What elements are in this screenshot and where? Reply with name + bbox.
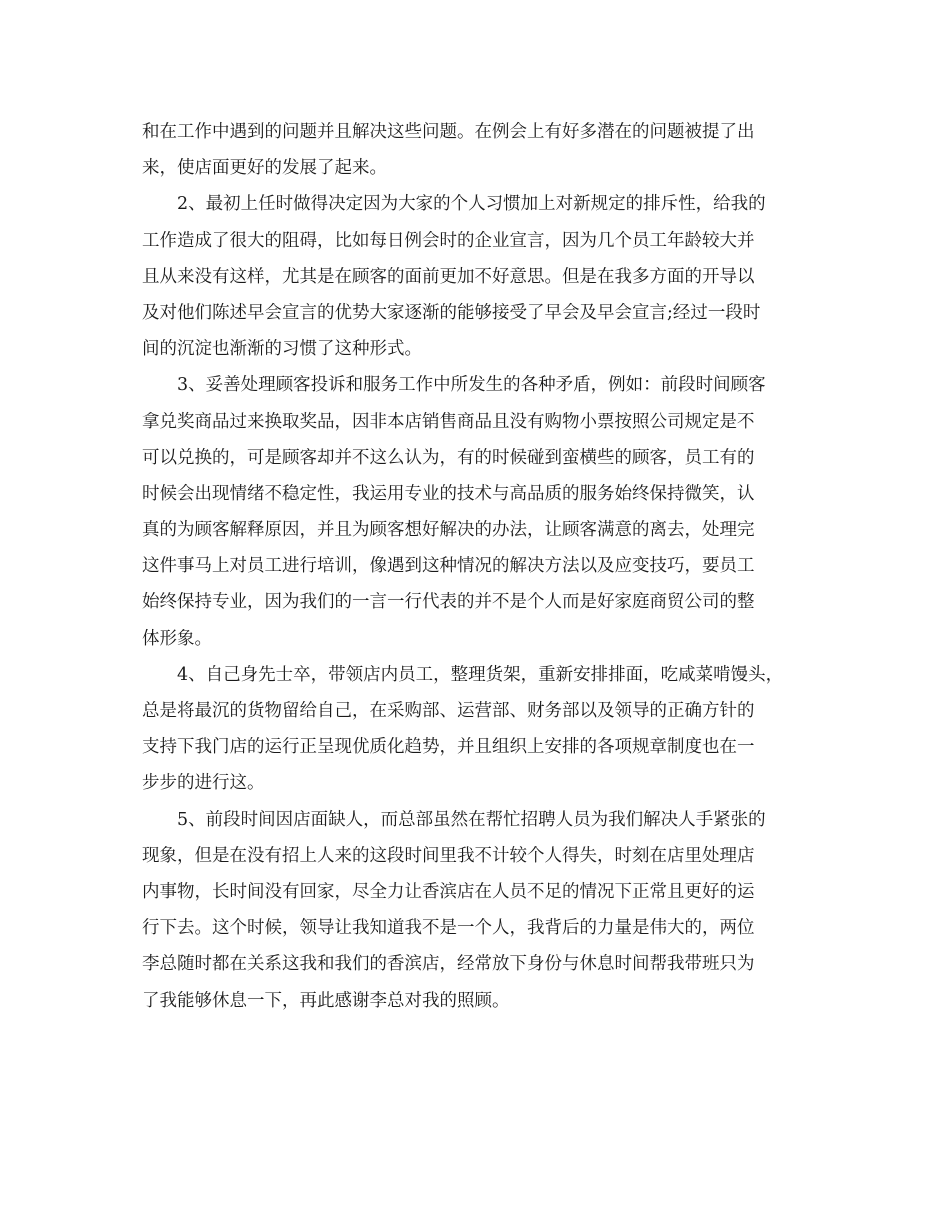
text-line: 来，使店面更好的发展了起来。 xyxy=(142,158,387,179)
text-line: 现象，但是在没有招上人来的这段时间里我不计较个人得失，时刻在店里处理店 xyxy=(142,845,755,866)
text-line: 和在工作中遇到的问题并且解决这些问题。在例会上有好多潜在的问题被提了出 xyxy=(142,122,755,142)
text-line: 工作造成了很大的阻碍，比如每日例会时的企业宣言，因为几个员工年龄较大并 xyxy=(142,230,755,251)
text-line: 了我能够休息一下，再此感谢李总对我的照顾。 xyxy=(142,990,510,1011)
text-line: 且从来没有这样，尤其是在顾客的面前更加不好意思。但是在我多方面的开导以 xyxy=(142,266,755,287)
document-body xyxy=(142,114,814,1019)
paragraph-start-line: 2、最初上任时做得决定因为大家的个人习惯加上对新规定的排斥性，给我的 xyxy=(177,194,766,215)
text-line: 总是将最沉的货物留给自己，在采购部、运营部、财务部以及领导的正确方针的 xyxy=(142,701,755,721)
text-line: 支持下我门店的运行正呈现优质化趋势，并且组织上安排的各项规章制度也在一 xyxy=(142,737,755,758)
text-line: 李总随时都在关系这我和我们的香滨店，经常放下身份与休息时间帮我带班只为 xyxy=(142,954,755,975)
text-line: 行下去。这个时候，领导让我知道我不是一个人，我背后的力量是伟大的，两位 xyxy=(142,918,755,939)
paragraph-start-line: 5、前段时间因店面缺人，而总部虽然在帮忙招聘人员为我们解决人手紧张的 xyxy=(177,809,766,830)
text-line: 及对他们陈述早会宣言的优势大家逐渐的能够接受了早会及早会宣言;经过一段时 xyxy=(142,302,761,323)
text-line: 始终保持专业，因为我们的一言一行代表的并不是个人而是好家庭商贸公司的整 xyxy=(142,592,755,613)
paragraph-start-line: 4、自己身先士卒，带领店内员工，整理货架，重新安排排面，吃咸菜啃馒头， xyxy=(177,664,784,685)
text-line: 间的沉淀也渐渐的习惯了这种形式。 xyxy=(142,339,422,360)
text-line: 可以兑换的，可是顾客却并不这么认为，有的时候碰到蛮横些的顾客，员工有的 xyxy=(142,447,755,468)
text-line: 体形象。 xyxy=(142,628,212,649)
text-line: 真的为顾客解释原因，并且为顾客想好解决的办法，让顾客满意的离去，处理完 xyxy=(142,520,755,541)
text-line: 内事物，长时间没有回家，尽全力让香滨店在人员不足的情况下正常且更好的运 xyxy=(142,881,755,902)
paragraph-start-line: 3、妥善处理顾客投诉和服务工作中所发生的各种矛盾，例如：前段时间顾客 xyxy=(177,375,766,396)
text-line: 拿兑奖商品过来换取奖品，因非本店销售商品且没有购物小票按照公司规定是不 xyxy=(142,411,755,432)
text-line: 步步的进行这。 xyxy=(142,773,265,794)
text-line: 这件事马上对员工进行培训，像遇到这种情况的解决方法以及应变技巧，要员工 xyxy=(142,556,755,577)
text-line: 时候会出现情绪不稳定性，我运用专业的技术与高品质的服务始终保持微笑，认 xyxy=(142,483,755,504)
